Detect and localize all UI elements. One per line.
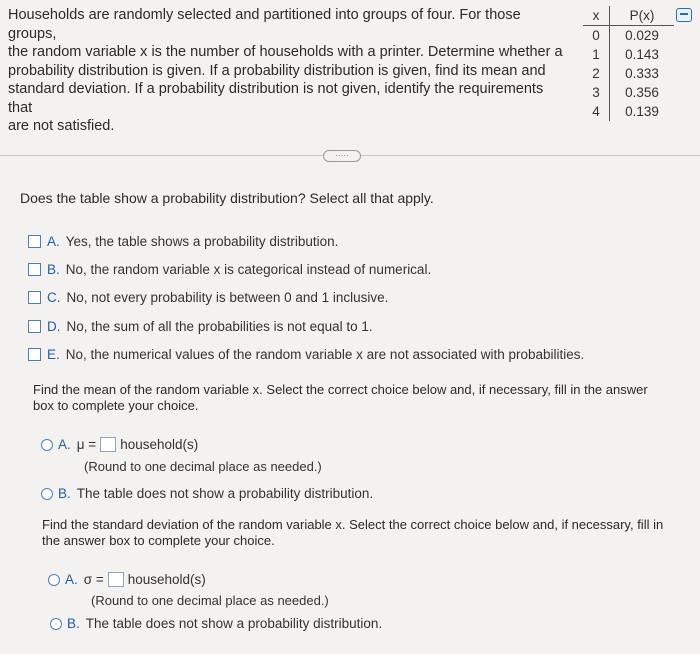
table-cell-x: 1 [583, 45, 610, 64]
table-header-px: P(x) [610, 6, 675, 26]
mean-answer-input[interactable] [100, 437, 116, 452]
prompt-line: Find the standard deviation of the random variable x. Select the correct choice below and, if necessary, fill in [42, 517, 664, 532]
question2-prompt [33, 382, 648, 414]
table-cell-x: 0 [583, 26, 610, 46]
checkbox[interactable] [28, 235, 41, 248]
question3-prompt [42, 517, 663, 549]
probability-table [583, 6, 674, 121]
table-row [583, 45, 674, 64]
expand-more-button[interactable]: ····· [323, 150, 361, 162]
option-letter: B. [47, 262, 60, 277]
std-dev-answer-input[interactable] [108, 572, 124, 587]
problem-line: are not satisfied. [8, 118, 115, 134]
table-header-row [583, 6, 674, 26]
prompt-line: the answer box to complete your choice. [42, 533, 275, 548]
option-letter: A. [58, 437, 71, 452]
table-row [583, 102, 674, 121]
table-cell-px: 0.139 [625, 104, 659, 119]
option-letter: B. [67, 616, 80, 631]
problem-line: the random variable x is the number of households with a printer. Determine whether a [8, 44, 563, 60]
option-text: No, not every probability is between 0 and 1 inclusive. [66, 290, 389, 305]
problem-statement [8, 6, 568, 136]
sigma-symbol: σ = [83, 572, 104, 587]
prompt-line: box to complete your choice. [33, 398, 199, 413]
table-cell-x: 3 [583, 83, 610, 102]
unit-label: household(s) [127, 572, 206, 587]
option-letter: E. [47, 347, 60, 362]
option-text: The table does not show a probability distribution. [85, 616, 383, 631]
checkbox[interactable] [28, 263, 41, 276]
option-text: No, the sum of all the probabilities is not equal to 1. [66, 319, 373, 334]
option-text: No, the random variable x is categorical instead of numerical. [65, 262, 432, 277]
radio-button[interactable] [41, 488, 53, 500]
rounding-note: (Round to one decimal place as needed.) [84, 459, 322, 474]
table-header-x: x [583, 6, 610, 26]
copy-icon[interactable] [676, 8, 692, 22]
option-text: No, the numerical values of the random variable x are not associated with probabilities. [65, 347, 585, 362]
q1-option-e[interactable] [28, 347, 584, 362]
q1-option-c[interactable] [28, 290, 388, 305]
q3-option-b[interactable] [50, 616, 382, 631]
option-letter: C. [47, 290, 61, 305]
table-row [583, 26, 674, 46]
problem-line: probability distribution is given. If a probability distribution is given, find its mean and [8, 62, 546, 79]
option-letter: D. [47, 319, 61, 334]
table-cell-px: 0.029 [625, 28, 659, 43]
option-text: Yes, the table shows a probability distribution. [65, 234, 339, 249]
table-cell-px: 0.143 [625, 47, 659, 62]
q1-option-d[interactable] [28, 319, 373, 334]
table-cell-x: 2 [583, 64, 610, 83]
table-row [583, 64, 674, 83]
table-cell-px: 0.356 [625, 85, 659, 100]
rounding-note: (Round to one decimal place as needed.) [91, 593, 329, 608]
checkbox[interactable] [28, 320, 41, 333]
radio-button[interactable] [48, 574, 60, 586]
option-letter: A. [65, 572, 78, 587]
checkbox[interactable] [28, 291, 41, 304]
table-row [583, 83, 674, 102]
radio-button[interactable] [50, 618, 62, 630]
table-cell-x: 4 [583, 102, 610, 121]
q1-option-b[interactable] [28, 262, 431, 277]
prompt-line: Find the mean of the random variable x. Select the correct choice below and, if necessary, fill in the answer [33, 382, 648, 397]
q3-option-a[interactable] [48, 572, 206, 587]
problem-line: standard deviation. If a probability distribution is not given, identify the requirements that [8, 81, 544, 116]
checkbox[interactable] [28, 348, 41, 361]
option-letter: B. [58, 486, 71, 501]
radio-button[interactable] [41, 439, 53, 451]
q2-option-a[interactable] [41, 437, 198, 452]
question1-prompt: Does the table show a probability distribution? Select all that apply. [20, 190, 434, 206]
option-letter: A. [47, 234, 60, 249]
table-cell-px: 0.333 [625, 66, 659, 81]
problem-line: Households are randomly selected and partitioned into groups of four. For those groups, [8, 7, 521, 42]
q1-option-a[interactable] [28, 234, 338, 249]
mu-symbol: μ = [76, 437, 97, 452]
q2-option-b[interactable] [41, 486, 373, 501]
unit-label: household(s) [120, 437, 199, 452]
option-text: The table does not show a probability distribution. [76, 486, 374, 501]
